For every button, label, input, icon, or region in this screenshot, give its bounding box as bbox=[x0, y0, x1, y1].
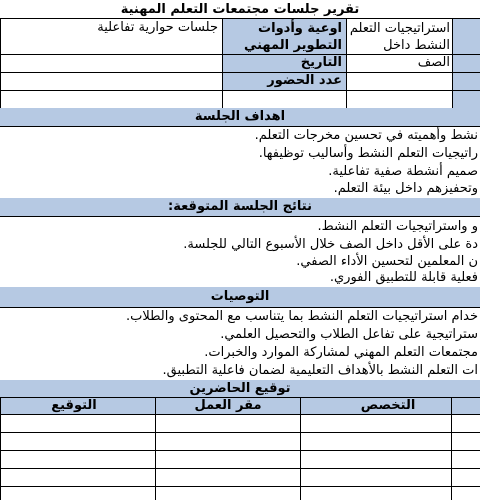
outcome-item: دة على الأقل داخل الصف خلال الأسبوع التالي للجلسة. bbox=[183, 237, 478, 252]
column-signature: التوقيع bbox=[51, 398, 97, 413]
recommendation-item: خدام استراتيجيات التعلم النشط بما يتناسب مع المحتوى والطلاب. bbox=[126, 309, 478, 324]
attendee-row[interactable] bbox=[0, 486, 480, 500]
outcome-item: فعلية قابلة للتطبيق الفوري. bbox=[329, 270, 478, 285]
objective-item: صميم أنشطة صفية تفاعلية. bbox=[328, 164, 478, 179]
objective-item: نشط وأهميته في تحسين مخرجات التعلم. bbox=[254, 128, 478, 143]
column-specialty: التخصص bbox=[360, 398, 416, 413]
strategies-label: استراتيجيات التعلم النشط داخل الصف bbox=[349, 21, 450, 70]
outcomes-header: نتائج الجلسة المتوقعة: bbox=[168, 199, 312, 214]
recommendations-header: التوصيات bbox=[210, 289, 270, 304]
attendee-row[interactable] bbox=[0, 450, 480, 468]
objective-item: وتحفيزهم داخل بيئة التعلم. bbox=[333, 181, 478, 196]
outcome-item: ن المعلمين لتحسين الأداء الصفي. bbox=[296, 254, 478, 269]
recommendation-item: ات التعلم النشط بالأهداف التعليمية لضمان فاعلية التطبيق. bbox=[162, 363, 478, 378]
outcome-item: و واستراتيجيات التعلم النشط. bbox=[317, 219, 478, 234]
right-strip-cell bbox=[452, 18, 480, 108]
objective-item: راتيجيات التعلم النشط وأساليب توظيفها. bbox=[258, 146, 478, 161]
session-type: جلسات حوارية تفاعلية bbox=[97, 20, 218, 35]
attendee-row[interactable] bbox=[0, 432, 480, 450]
attendee-row[interactable] bbox=[0, 414, 480, 432]
recommendation-item: مجتمعات التعلم المهني لمشاركة الموارد والخبرات. bbox=[204, 345, 478, 360]
attendee-row[interactable] bbox=[0, 468, 480, 486]
objectives-header: اهداف الجلسة bbox=[194, 109, 286, 124]
attendees-header: توقيع الحاضرين bbox=[189, 381, 291, 396]
report-title: تقرير جلسات مجتمعات التعلم المهنية bbox=[120, 2, 360, 17]
attendance-label: عدد الحضور bbox=[267, 73, 342, 88]
tools-label: اوعية وأدوات التطوير المهني bbox=[243, 21, 342, 53]
column-workplace: مقر العمل bbox=[194, 398, 262, 413]
recommendation-item: ستراتيجية على تفاعل الطلاب والتحصيل العلمي. bbox=[220, 327, 478, 342]
date-label: التاريخ bbox=[300, 55, 342, 70]
